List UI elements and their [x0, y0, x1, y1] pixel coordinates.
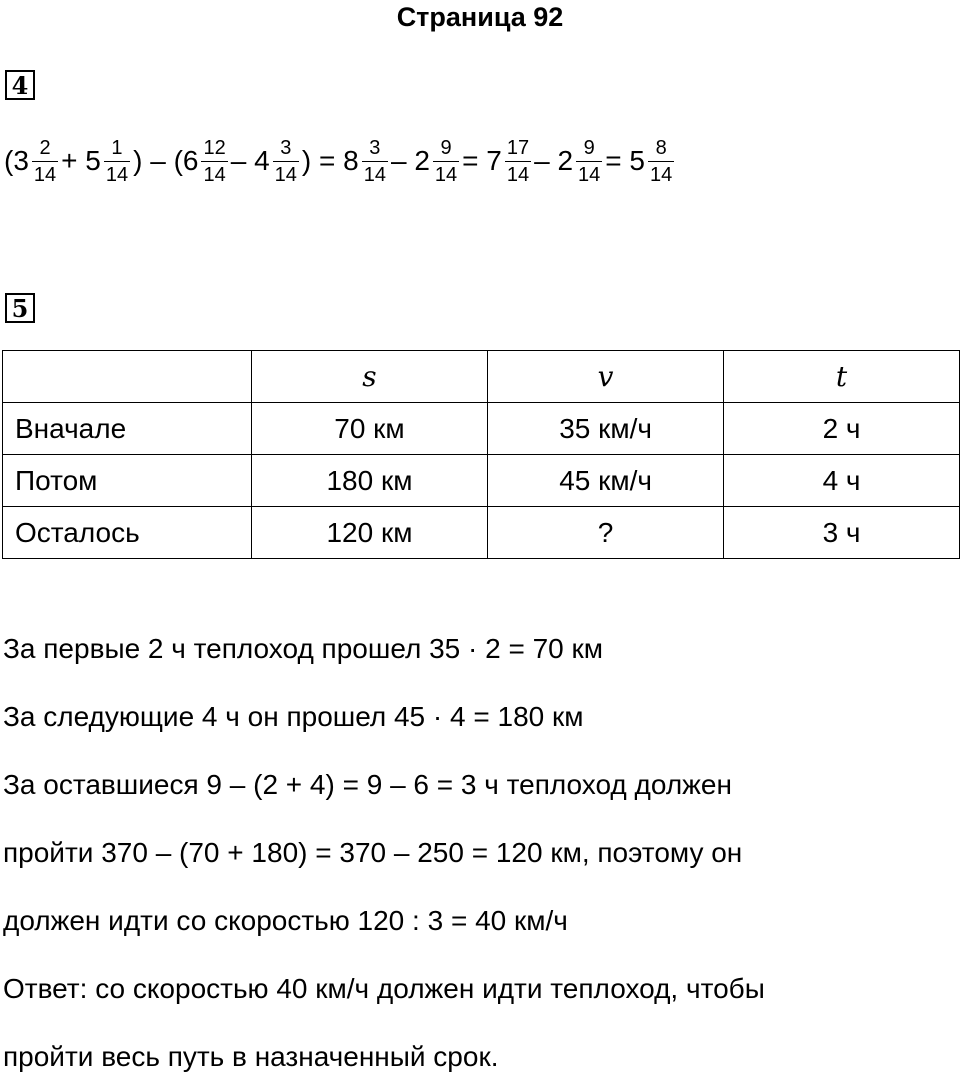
fraction-numerator: 3 [369, 136, 381, 159]
task-5-number: 5 [5, 293, 35, 323]
equation-text: + 5 [61, 145, 101, 176]
cell-distance: 120 км [251, 507, 487, 559]
fraction [648, 138, 674, 185]
fraction-denominator: 14 [273, 161, 299, 185]
answer-line: Ответ: со скоростью 40 км/ч должен идти теплоход, чтобы [3, 973, 765, 1004]
equation-text: ) = 8 [301, 145, 359, 176]
fraction-denominator: 14 [433, 161, 459, 185]
fraction-denominator: 14 [201, 161, 227, 185]
header-empty-cell [3, 351, 252, 403]
solution-line: За первые 2 ч теплоход прошел 35 · 2 = 70 км [3, 633, 604, 664]
task-4-equation [4, 126, 677, 196]
row-label: Осталось [3, 507, 252, 559]
table-row [3, 455, 960, 507]
cell-speed: 35 км/ч [488, 403, 724, 455]
equation-text: – 2 [390, 145, 430, 176]
solution-line: За следующие 4 ч он прошел 45 · 4 = 180 км [3, 701, 584, 732]
fraction [576, 138, 602, 185]
fraction [273, 138, 299, 185]
table-header-row [3, 351, 960, 403]
fraction [505, 138, 531, 185]
table-row [3, 403, 960, 455]
fraction [433, 138, 459, 185]
table-row [3, 507, 960, 559]
row-label: Вначале [3, 403, 252, 455]
task-4-number: 4 [5, 70, 35, 100]
fraction [32, 138, 58, 185]
cell-speed: ? [488, 507, 724, 559]
fraction-denominator: 14 [648, 161, 674, 185]
page-title: Страница 92 [396, 2, 564, 32]
fraction-denominator: 14 [362, 161, 388, 185]
fraction-numerator: 2 [39, 136, 51, 159]
solution-line: За оставшиеся 9 – (2 + 4) = 9 – 6 = 3 ч теплоход должен [3, 769, 732, 800]
cell-time: 3 ч [724, 507, 960, 559]
cell-speed: 45 км/ч [488, 455, 724, 507]
equation-text: = 7 [462, 145, 502, 176]
header-time: t [724, 351, 960, 403]
row-label: Потом [3, 455, 252, 507]
cell-time: 4 ч [724, 455, 960, 507]
motion-table [2, 350, 960, 559]
solution-line: должен идти со скоростью 120 : 3 = 40 км/ч [3, 905, 568, 936]
cell-distance: 70 км [251, 403, 487, 455]
fraction-denominator: 14 [104, 161, 130, 185]
equation-text: – 4 [230, 145, 270, 176]
fraction-numerator: 12 [203, 136, 226, 159]
fraction-numerator: 9 [583, 136, 595, 159]
fraction-numerator: 17 [506, 136, 530, 159]
equation-text: – 2 [534, 145, 574, 176]
fraction-denominator: 14 [32, 161, 58, 185]
solution-line: пройти 370 – (70 + 180) = 370 – 250 = 120 км, поэтому он [3, 837, 743, 868]
equation-text: ) – (6 [133, 145, 199, 176]
header-speed: v [488, 351, 724, 403]
fraction-numerator: 3 [280, 136, 292, 159]
equation-text: = 5 [605, 145, 645, 176]
answer-line: пройти весь путь в назначенный срок. [3, 1041, 499, 1072]
fraction [362, 138, 388, 185]
equation-text: (3 [4, 145, 29, 176]
fraction-numerator: 1 [111, 136, 123, 159]
fraction [104, 138, 130, 185]
fraction-numerator: 8 [655, 136, 667, 159]
header-distance: s [251, 351, 487, 403]
fraction-numerator: 9 [440, 136, 452, 159]
cell-distance: 180 км [251, 455, 487, 507]
fraction [201, 138, 227, 185]
fraction-denominator: 14 [576, 161, 602, 185]
cell-time: 2 ч [724, 403, 960, 455]
fraction-denominator: 14 [505, 161, 531, 185]
